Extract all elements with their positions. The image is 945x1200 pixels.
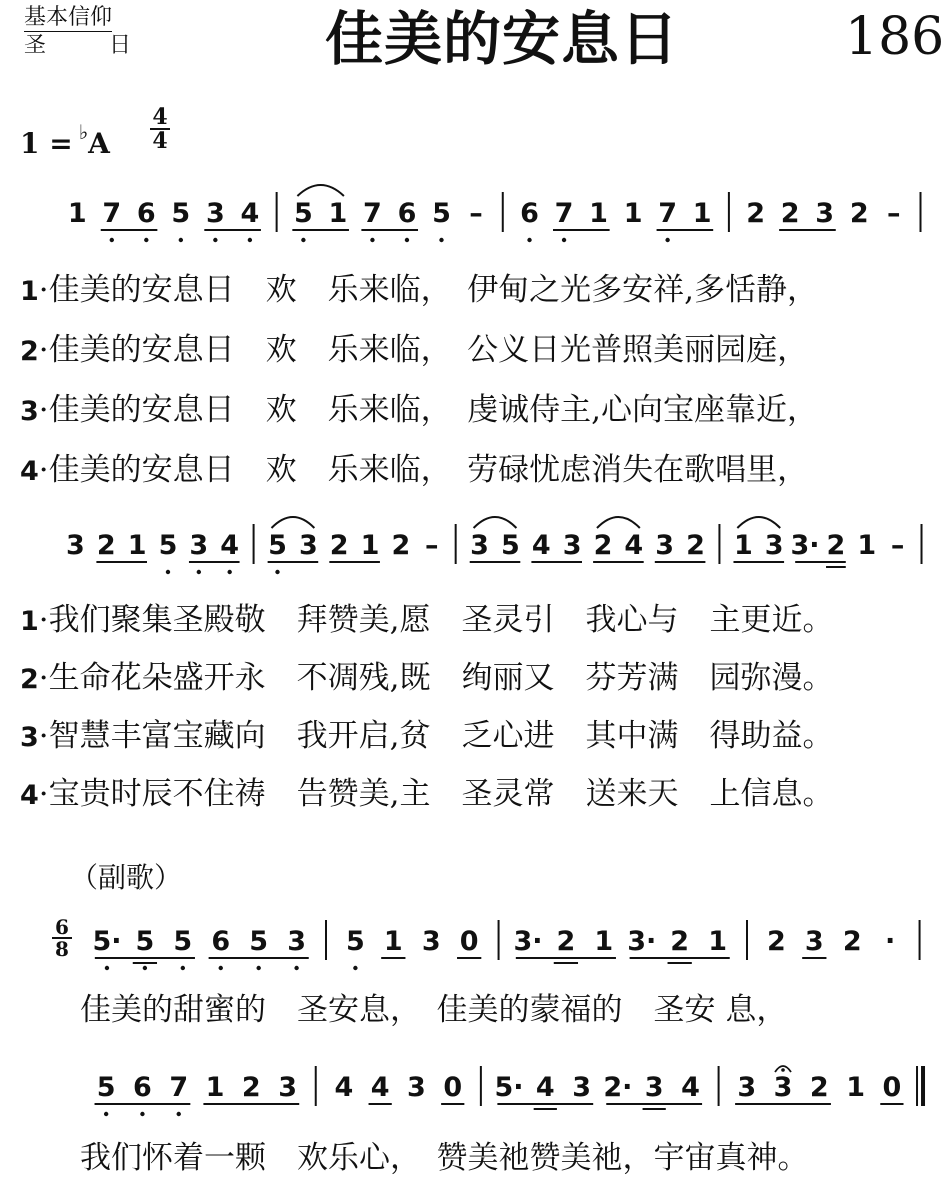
note: 6: [136, 198, 156, 229]
low-octave-dot: [213, 238, 217, 242]
note: 0: [443, 1072, 463, 1103]
note: 1: [623, 198, 643, 229]
low-octave-dot: [275, 570, 279, 574]
note: 3: [470, 530, 489, 561]
low-octave-dot: [562, 238, 566, 242]
note: 3: [804, 926, 824, 957]
note: 4: [240, 198, 260, 229]
note: 4: [370, 1072, 390, 1103]
verse-number: 3: [20, 396, 39, 427]
time-signature-bottom: 4: [152, 128, 168, 154]
note: 1: [360, 530, 380, 561]
note: 1: [205, 1072, 225, 1103]
note: 5: [135, 926, 155, 957]
note: 6: [133, 1072, 152, 1103]
note: 2: [746, 198, 766, 229]
note: 5: [171, 198, 191, 229]
verse-text: ·佳美的安息日 欢 乐来临， 劳碌忧虑消失在歌唱里，: [38, 452, 809, 488]
dash-note: –: [425, 530, 439, 561]
chorus-lyric-line: 佳美的甜蜜的 圣安息， 佳美的蒙福的 圣安 息，: [80, 992, 788, 1028]
low-octave-dot: [197, 570, 201, 574]
note: 3: [298, 530, 318, 561]
verse-lyric-line: [20, 390, 818, 432]
verse-number: 4: [20, 780, 39, 811]
note: 4: [681, 1072, 700, 1103]
fermata-dot: [781, 1068, 785, 1072]
note: 2: [241, 1072, 261, 1103]
note: 7: [363, 198, 382, 229]
note: 2: [766, 926, 786, 957]
note: 2: [593, 530, 613, 561]
verse-text: ·智慧丰富宝藏向 我开启,贫 乏心进 其中满 得助益。: [38, 718, 834, 754]
slur: [297, 185, 344, 196]
note: 3: [205, 198, 225, 229]
low-octave-dot: [166, 570, 170, 574]
note: 4: [624, 530, 644, 561]
note: 1: [692, 198, 712, 229]
note: 5: [249, 926, 269, 957]
note: 1: [708, 926, 728, 957]
note: 3: [773, 1072, 793, 1103]
verse-text: ·我们聚集圣殿敬 拜赞美,愿 圣灵引 我心与 主更近。: [38, 602, 834, 638]
chorus-time-signature: [52, 917, 72, 959]
low-octave-dot: [219, 966, 223, 970]
note: 2·: [603, 1072, 633, 1103]
note: 2: [329, 530, 349, 561]
note: 2: [842, 926, 862, 957]
note: 7: [658, 198, 678, 229]
note: 1: [594, 926, 614, 957]
note: 0: [882, 1072, 902, 1103]
note: 2: [686, 530, 705, 561]
verse-number: 3: [20, 722, 39, 753]
dash-note: –: [469, 198, 483, 229]
note: 5: [345, 926, 365, 957]
note: 1: [383, 926, 403, 957]
verse-lyric-line: [20, 600, 834, 642]
low-octave-dot: [144, 238, 148, 242]
note: 2: [826, 530, 846, 561]
note: 5: [293, 198, 313, 229]
note: 5: [173, 926, 193, 957]
note: 3·: [513, 926, 543, 957]
note: 4: [531, 530, 551, 561]
note: 0: [459, 926, 479, 957]
low-octave-dot: [110, 238, 114, 242]
low-octave-dot: [405, 238, 409, 242]
note: 1: [328, 198, 348, 229]
slur: [474, 517, 517, 528]
verse-number: 1: [20, 276, 39, 307]
verse-text: ·佳美的安息日 欢 乐来临， 伊甸之光多安祥,多恬静，: [38, 272, 819, 308]
note: 3: [189, 530, 209, 561]
note: 2: [849, 198, 869, 229]
note: 1: [127, 530, 147, 561]
verse-text: ·佳美的安息日 欢 乐来临， 虔诚侍主,心向宝座靠近，: [38, 392, 819, 428]
subcategory-label: 圣 日: [24, 33, 159, 58]
chorus-lyric-line: 我们怀着一颗 欢乐心， 赞美祂赞美祂，宇宙真神。: [80, 1140, 809, 1176]
low-octave-dot: [294, 966, 298, 970]
verse-number: 1: [20, 606, 39, 637]
note: 1: [589, 198, 608, 229]
verse-lyric-line: [20, 716, 834, 758]
note: 3: [815, 198, 835, 229]
note: 3: [655, 530, 675, 561]
chorus-time-bottom: 8: [55, 937, 69, 961]
verse-text: ·宝贵时辰不住祷 告赞美,主 圣灵常 送来天 上信息。: [38, 776, 834, 812]
low-octave-dot: [143, 966, 147, 970]
note: 3: [572, 1072, 591, 1103]
verse-lyric-line: [20, 330, 808, 372]
hymn-number: 186: [845, 7, 945, 67]
chorus-time-top: 6: [52, 917, 72, 939]
slur: [272, 517, 315, 528]
note: 6: [397, 198, 417, 229]
verse-text: ·佳美的安息日 欢 乐来临， 公义日光普照美丽园庭，: [38, 332, 809, 368]
dash-note: –: [887, 198, 901, 229]
low-octave-dot: [140, 1112, 144, 1116]
flat-symbol: ♭: [78, 120, 89, 144]
note: 5: [432, 198, 451, 229]
note: 2: [391, 530, 411, 561]
note: 5: [268, 530, 287, 561]
verse-lyric-line: [20, 658, 834, 700]
note: 5: [96, 1072, 116, 1103]
slur: [737, 517, 780, 528]
note: 4: [535, 1072, 555, 1103]
note: 2: [780, 198, 800, 229]
note: 1: [733, 530, 753, 561]
low-octave-dot: [104, 1112, 108, 1116]
note: 5: [158, 530, 178, 561]
low-octave-dot: [181, 966, 185, 970]
note: 4: [334, 1072, 354, 1103]
note: 3: [562, 530, 582, 561]
chorus-label: （副歌）: [70, 861, 183, 894]
note: 2: [556, 926, 576, 957]
note: 3: [287, 926, 307, 957]
low-octave-dot: [301, 238, 305, 242]
low-octave-dot: [439, 238, 443, 242]
note: 3: [66, 530, 85, 561]
note: 3: [421, 926, 441, 957]
low-octave-dot: [665, 238, 669, 242]
low-octave-dot: [353, 966, 357, 970]
verse-lyric-line: [20, 774, 834, 816]
low-octave-dot: [179, 238, 183, 242]
note: 7: [554, 198, 574, 229]
note: 3: [407, 1072, 426, 1103]
verse-lyric-line: [20, 450, 808, 492]
note: 6: [520, 198, 539, 229]
note: 4: [220, 530, 240, 561]
note: 2: [809, 1072, 829, 1103]
note: 3·: [790, 530, 820, 561]
note: 2: [670, 926, 690, 957]
note: 5·: [92, 926, 122, 957]
note: 2: [96, 530, 116, 561]
note: 1: [857, 530, 877, 561]
note: ·: [885, 926, 896, 957]
low-octave-dot: [248, 238, 252, 242]
note: 3: [644, 1072, 664, 1103]
verse-number: 4: [20, 456, 39, 487]
note: 1: [846, 1072, 865, 1103]
note: 3·: [627, 926, 657, 957]
note: 3: [737, 1072, 757, 1103]
key-letter: A: [88, 127, 110, 160]
low-octave-dot: [177, 1112, 181, 1116]
low-octave-dot: [105, 966, 109, 970]
verse-number: 2: [20, 336, 39, 367]
verse-text: ·生命花朵盛开永 不凋残,既 绚丽又 芬芳满 园弥漫。: [38, 660, 834, 696]
note: 5·: [494, 1072, 524, 1103]
note: 3: [278, 1072, 298, 1103]
dash-note: –: [890, 530, 905, 561]
low-octave-dot: [256, 966, 260, 970]
category-label: 基本信仰: [24, 5, 113, 30]
key-prefix: 1 =: [20, 127, 73, 160]
note: 1: [67, 198, 87, 229]
verse-number: 2: [20, 664, 39, 695]
note: 6: [211, 926, 231, 957]
low-octave-dot: [227, 570, 231, 574]
low-octave-dot: [370, 238, 374, 242]
low-octave-dot: [527, 238, 531, 242]
note: 3: [764, 530, 784, 561]
note: 7: [102, 198, 122, 229]
note: 7: [169, 1072, 189, 1103]
slur: [597, 517, 640, 528]
note: 5: [501, 530, 520, 561]
time-signature-top: 4: [150, 106, 170, 130]
hymn-title: 佳美的安息日: [325, 5, 680, 73]
verse-lyric-line: [20, 270, 818, 312]
